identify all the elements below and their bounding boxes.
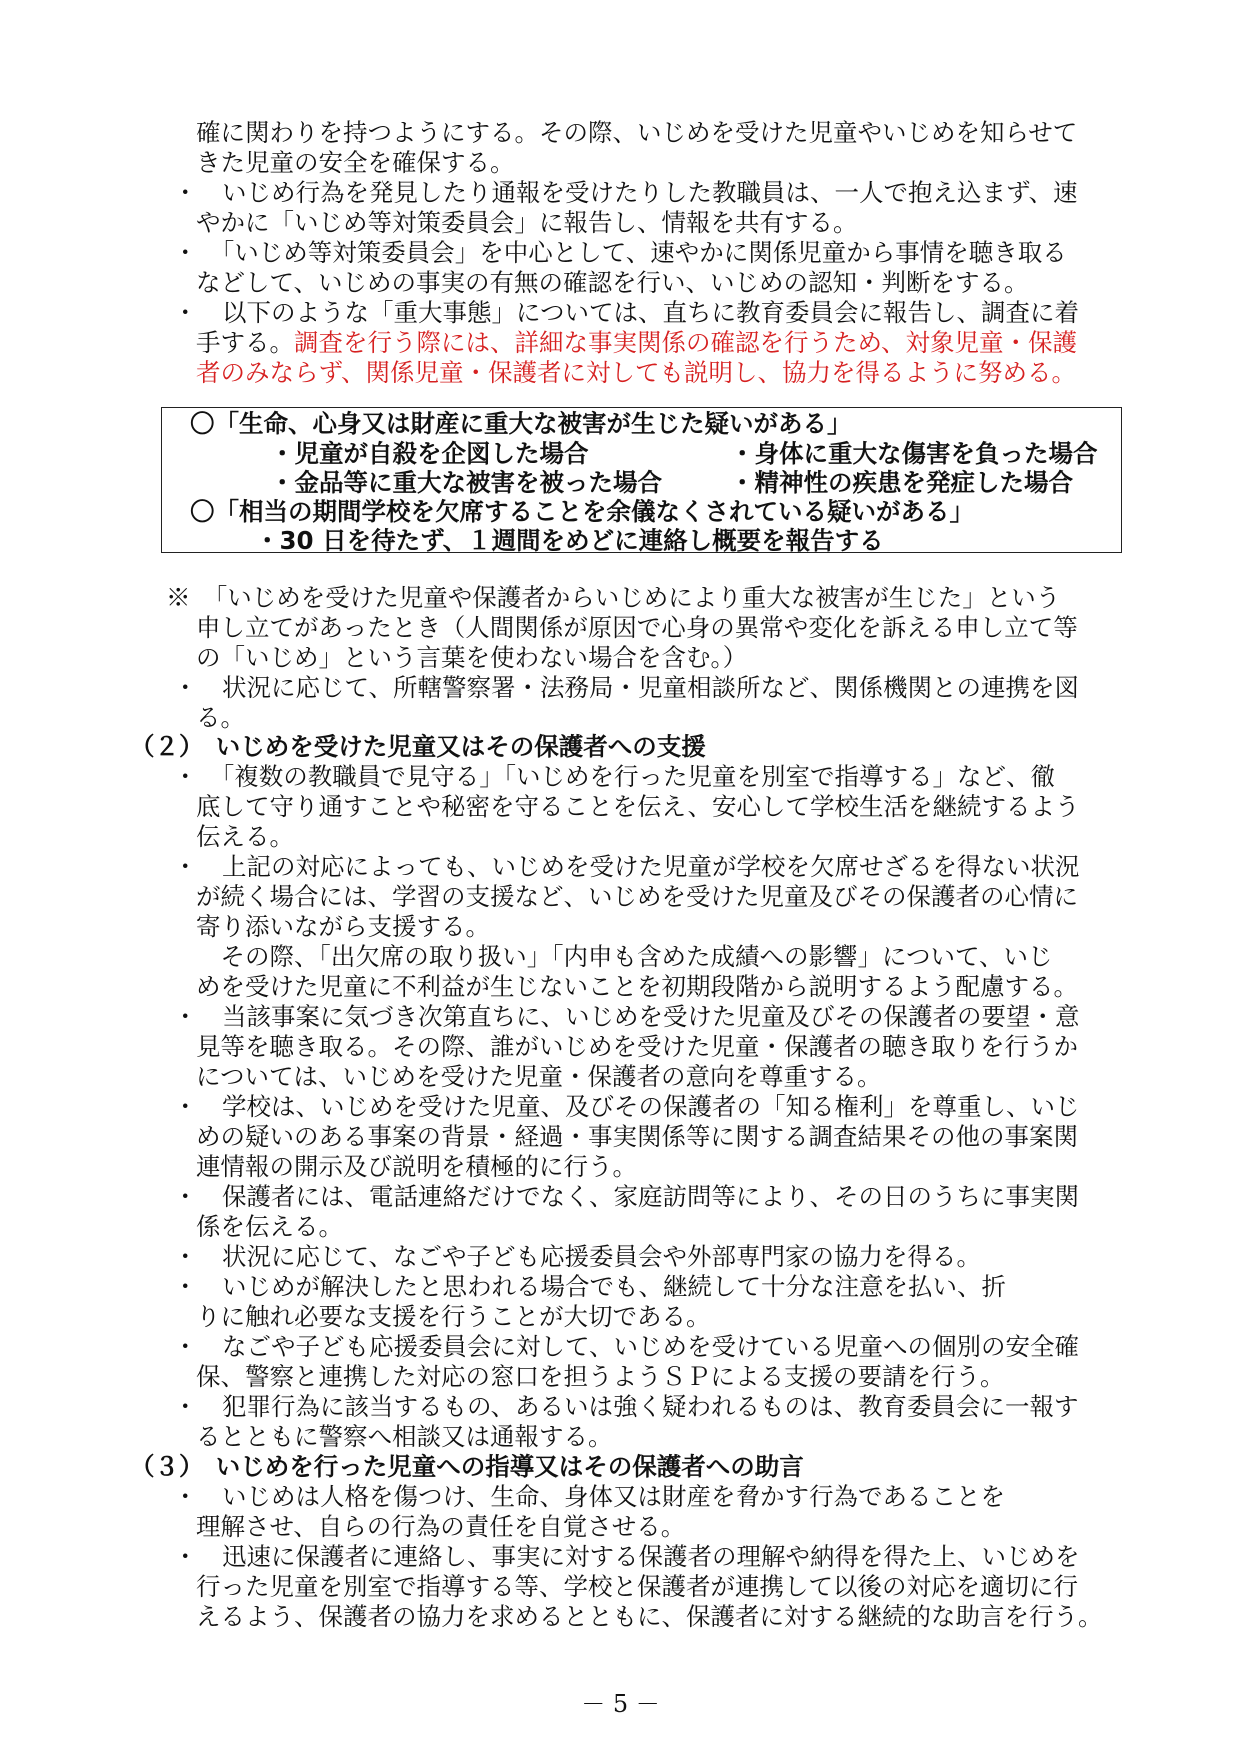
text-line: 行った児童を別室で指導する等、学校と保護者が連携して以後の対応を適切に行	[196, 1572, 1078, 1601]
text-line: の「いじめ」という言葉を使わない場合を含む。）	[196, 643, 748, 672]
text-line: きた児童の安全を確保する。	[196, 148, 515, 177]
text-line: 〇「生命、心身又は財産に重大な被害が生じた疑いがある」	[190, 409, 852, 438]
text-line: ※ 「いじめを受けた児童や保護者からいじめにより重大な被害が生じた」という	[166, 583, 1061, 612]
text-run: 手する。	[196, 328, 294, 357]
text-line: 申し立てがあったとき（人間関係が原因で心身の異常や変化を訴える申し立て等	[196, 613, 1078, 642]
text-line: 見等を聴き取る。その際、誰がいじめを受けた児童・保護者の聴き取りを行うか	[196, 1032, 1078, 1061]
text-line: などして、いじめの事実の有無の確認を行い、いじめの認知・判断をする。	[196, 268, 1029, 297]
text-line: ・ なごや子ども応援委員会に対して、いじめを受けている児童への個別の安全確	[173, 1332, 1080, 1361]
section-heading: （３） いじめを行った児童への指導又はその保護者への助言	[130, 1452, 804, 1481]
text-line: ・ 保護者には、電話連絡だけでなく、家庭訪問等により、その日のうちに事実関	[173, 1182, 1080, 1211]
text-line: るとともに警察へ相談又は通報する。	[196, 1422, 613, 1451]
text-line: ・身体に重大な傷害を負った場合	[730, 439, 1098, 468]
text-line: ・ 犯罪行為に該当するもの、あるいは強く疑われるものは、教育委員会に一報す	[173, 1392, 1079, 1421]
text-line: やかに「いじめ等対策委員会」に報告し、情報を共有する。	[196, 208, 858, 237]
highlighted-text-line: 者のみならず、関係児童・保護者に対しても説明し、協力を得るように努める。	[196, 358, 1077, 387]
text-line: ・ 「複数の教職員で見守る」「いじめを行った児童を別室で指導する」など、徹	[173, 762, 1055, 791]
text-line: 寄り添いながら支援する。	[196, 912, 490, 941]
text-line: 伝える。	[196, 822, 294, 851]
text-line: ・精神性の疾患を発症した場合	[730, 468, 1073, 497]
text-line: 係を伝える。	[196, 1212, 343, 1241]
text-line: ・ 当該事案に気づき次第直ちに、いじめを受けた児童及びその保護者の要望・意	[173, 1002, 1080, 1031]
text-line: ・ 学校は、いじめを受けた児童、及びその保護者の「知る権利」を尊重し、いじ	[173, 1092, 1080, 1121]
text-line: 底して守り通すことや秘密を守ることを伝え、安心して学校生活を継続するよう	[196, 792, 1080, 821]
text-line: その際、「出欠席の取り扱い」「内申も含めた成績への影響」について、いじ	[196, 942, 1053, 971]
text-line: りに触れ必要な支援を行うことが大切である。	[196, 1302, 711, 1331]
text-line: ・ 「いじめ等対策委員会」を中心として、速やかに関係児童から事情を聴き取る	[173, 238, 1067, 267]
text-line: ・ いじめが解決したと思われる場合でも、継続して十分な注意を払い、折	[173, 1272, 1006, 1301]
text-line: 〇「相当の期間学校を欠席することを余儀なくされている疑いがある」	[190, 497, 974, 526]
text-line: ・ 上記の対応によっても、いじめを受けた児童が学校を欠席せざるを得ない状況	[173, 852, 1080, 881]
text-line: 連情報の開示及び説明を積極的に行う。	[196, 1152, 637, 1181]
text-line: えるよう、保護者の協力を求めるとともに、保護者に対する継続的な助言を行う。	[196, 1602, 1103, 1631]
text-line: 保、警察と連携した対応の窓口を担うようＳＰによる支援の要請を行う。	[196, 1362, 1005, 1391]
text-line: ・児童が自殺を企図した場合	[270, 439, 589, 468]
text-line-mixed	[196, 328, 1077, 358]
text-line: ・ いじめは人格を傷つけ、生命、身体又は財産を脅かす行為であることを	[173, 1482, 1006, 1511]
text-line: ・金品等に重大な被害を被った場合	[270, 468, 662, 497]
text-line: 理解させ、自らの行為の責任を自覚させる。	[196, 1512, 686, 1541]
text-line: めの疑いのある事案の背景・経過・事実関係等に関する調査結果その他の事案関	[196, 1122, 1078, 1151]
text-line: については、いじめを受けた児童・保護者の意向を尊重する。	[196, 1062, 882, 1091]
text-line: ・ いじめ行為を発見したり通報を受けたりした教職員は、一人で抱え込まず、速	[173, 178, 1078, 207]
highlighted-text-run: 調査を行う際には、詳細な事実関係の確認を行うため、対象児童・保護	[294, 328, 1078, 357]
page-number: － 5 －	[581, 1690, 660, 1718]
text-line: ・30 日を待たず、１週間をめどに連絡し概要を報告する	[255, 526, 884, 555]
text-line: めを受けた児童に不利益が生じないことを初期段階から説明するよう配慮する。	[196, 972, 1078, 1001]
text-line: ・ 迅速に保護者に連絡し、事実に対する保護者の理解や納得を得た上、いじめを	[173, 1542, 1080, 1571]
text-line: ・ 以下のような「重大事態」については、直ちに教育委員会に報告し、調査に着	[173, 298, 1080, 327]
section-heading: （２） いじめを受けた児童又はその保護者への支援	[130, 732, 706, 761]
text-line: が続く場合には、学習の支援など、いじめを受けた児童及びその保護者の心情に	[196, 882, 1078, 911]
text-line: ・ 状況に応じて、なごや子ども応援委員会や外部専門家の協力を得る。	[173, 1242, 982, 1271]
text-line: る。	[196, 703, 245, 732]
text-line: 確に関わりを持つようにする。その際、いじめを受けた児童やいじめを知らせて	[196, 118, 1078, 147]
text-line: ・ 状況に応じて、所轄警察署・法務局・児童相談所など、関係機関との連携を図	[173, 673, 1080, 702]
